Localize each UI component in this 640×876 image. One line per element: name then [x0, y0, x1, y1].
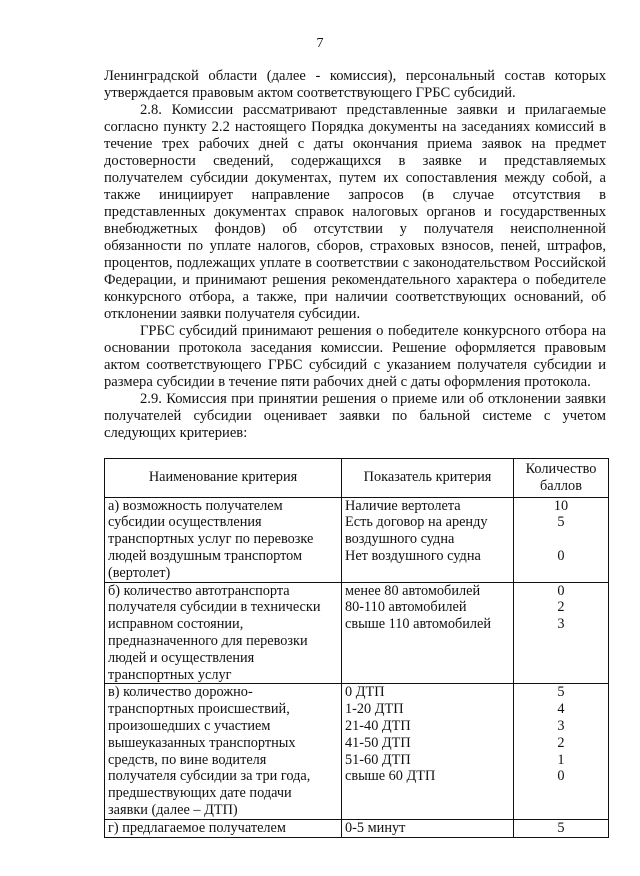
criterion-name-line: получателя субсидии за три года, [108, 768, 311, 785]
criterion-indicator-cell [342, 684, 514, 819]
points-value: 2 [557, 734, 565, 751]
criterion-indicator-line [345, 667, 510, 684]
criterion-indicator-line [345, 802, 510, 819]
criterion-name-cell [105, 684, 342, 819]
table-row [105, 582, 609, 684]
table-header-row [105, 459, 609, 498]
paragraph-commission-continuation: Ленинградской области (далее - комиссия), персональный состав которых утверждается правовым актом соответствующего ГРБС субсидий. [104, 68, 606, 101]
points-value [517, 633, 605, 650]
criterion-name-line: (вертолет) [108, 564, 171, 581]
header-criterion-indicator: Показатель критерия [342, 459, 514, 498]
header-points: Количество баллов [514, 459, 609, 498]
document-body [104, 68, 606, 442]
criterion-name-line: средств, по вине водителя [108, 751, 267, 768]
criterion-name-line: произошедших с участием [108, 717, 271, 734]
criterion-indicator-cell [342, 497, 514, 582]
table-row [105, 819, 609, 837]
points-cell [514, 684, 609, 819]
points-value: 2 [557, 599, 565, 616]
criterion-indicator-line: 80-110 автомобилей [345, 599, 467, 616]
points-value [517, 531, 605, 548]
points-cell [514, 582, 609, 684]
points-value: 5 [557, 514, 565, 531]
table-row [105, 684, 609, 819]
criterion-name-line: вышеуказанных транспортных [108, 734, 296, 751]
criterion-name-line: людей воздушным транспортом [108, 547, 303, 564]
criterion-name-line: предшествующих дате подачи [108, 785, 292, 802]
criterion-indicator-line: 21-40 ДТП [345, 717, 411, 734]
criterion-indicator-line: Нет воздушного судна [345, 547, 481, 564]
criterion-name-line: исправном состоянии, [108, 616, 244, 633]
points-value: 0 [557, 582, 565, 599]
criterion-name-line: предназначенного для перевозки [108, 632, 308, 649]
points-value: 5 [557, 819, 565, 836]
paragraph-2-8: 2.8. Комиссии рассматривают представленные заявки и прилагаемые согласно пункту 2.2 настоящего Порядка документы на заседаниях комиссий в течение трех рабочих дней с даты окончания приема заявок на предмет достоверности сведений, содержащихся в заявке и представляемых получателем субсидии документах, путем их сопоставления между собой, а также инициирует направление запросов (в случае отсутствия в представленных документах справок налоговых органов и государственных внебюджетных фондов) об отсутствии у получателя неисполненной обязанности по уплате налогов, сборов, страховых взносов, пеней, штрафов, процентов, подлежащих уплате в соответствии с законодательством Российской Федерации, и принимают решения рекомендательного характера о победителе конкурсного отбора, а также, при наличии соответствующих оснований, об отклонении заявки получателя субсидии. [104, 102, 606, 322]
criterion-indicator-line: 0-5 минут [345, 819, 406, 836]
criterion-indicator-line [345, 650, 510, 667]
criterion-indicator-line: 1-20 ДТП [345, 701, 404, 718]
criterion-indicator-cell [342, 582, 514, 684]
points-value: 3 [557, 616, 565, 633]
points-value [517, 667, 605, 684]
criterion-indicator-line [345, 565, 510, 582]
points-value: 0 [557, 547, 565, 564]
points-value: 3 [557, 717, 565, 734]
paragraph-2-9: 2.9. Комиссия при принятии решения о приеме или об отклонении заявки получателей субсидии оценивает заявки по бальной системе с учетом следующих критериев: [104, 391, 606, 441]
points-cell [514, 497, 609, 582]
criterion-name-line: б) количество автотранспорта [108, 582, 290, 599]
points-value: 5 [557, 684, 565, 701]
points-value: 0 [557, 768, 565, 785]
criterion-name-cell [105, 497, 342, 582]
criterion-indicator-line: менее 80 автомобилей [345, 582, 481, 599]
criterion-indicator-line: Наличие вертолета [345, 497, 461, 514]
points-value: 4 [557, 701, 565, 718]
criterion-indicator-line [345, 633, 510, 650]
criterion-name-line: г) предлагаемое получателем [108, 819, 286, 836]
criterion-indicator-line: воздушного судна [345, 531, 455, 548]
points-value: 1 [557, 751, 565, 768]
criterion-name-line: транспортных услуг [108, 666, 232, 683]
criteria-table [104, 458, 609, 838]
criterion-indicator-line: Есть договор на аренду [345, 514, 488, 531]
header-criterion-name: Наименование критерия [105, 459, 342, 498]
criterion-indicator-line: 41-50 ДТП [345, 734, 411, 751]
table-row [105, 497, 609, 582]
criterion-indicator-line: 0 ДТП [345, 684, 385, 701]
criterion-name-line: транспортных происшествий, [108, 701, 290, 718]
points-cell [514, 819, 609, 837]
criterion-name-line: получателя субсидии в технически [108, 599, 321, 616]
criterion-name-line: транспортных услуг по перевозке [108, 531, 314, 548]
criterion-name-cell [105, 582, 342, 684]
criterion-name-line: заявки (далее – ДТП) [108, 801, 238, 818]
criterion-name-line: субсидии осуществления [108, 514, 262, 531]
points-value [517, 802, 605, 819]
criterion-name-cell [105, 819, 342, 837]
criterion-name-line: в) количество дорожно- [108, 684, 253, 701]
page-number: 7 [316, 36, 324, 51]
criterion-name-line: людей и осуществления [108, 649, 255, 666]
criterion-indicator-line [345, 785, 510, 802]
criterion-name-line: а) возможность получателем [108, 497, 283, 514]
criterion-indicator-cell [342, 819, 514, 837]
points-value [517, 565, 605, 582]
paragraph-grbs-decision: ГРБС субсидий принимают решения о победителе конкурсного отбора на основании протокола заседания комиссии. Решение оформляется правовым актом соответствующего ГРБС субсидий с указанием получателя субсидии и размера субсидии в течение пяти рабочих дней с даты оформления протокола. [104, 323, 606, 390]
criterion-indicator-line: 51-60 ДТП [345, 751, 411, 768]
criterion-indicator-line: свыше 110 автомобилей [345, 616, 492, 633]
points-value [517, 785, 605, 802]
points-value [517, 650, 605, 667]
points-value: 10 [553, 497, 569, 514]
criterion-indicator-line: свыше 60 ДТП [345, 768, 436, 785]
